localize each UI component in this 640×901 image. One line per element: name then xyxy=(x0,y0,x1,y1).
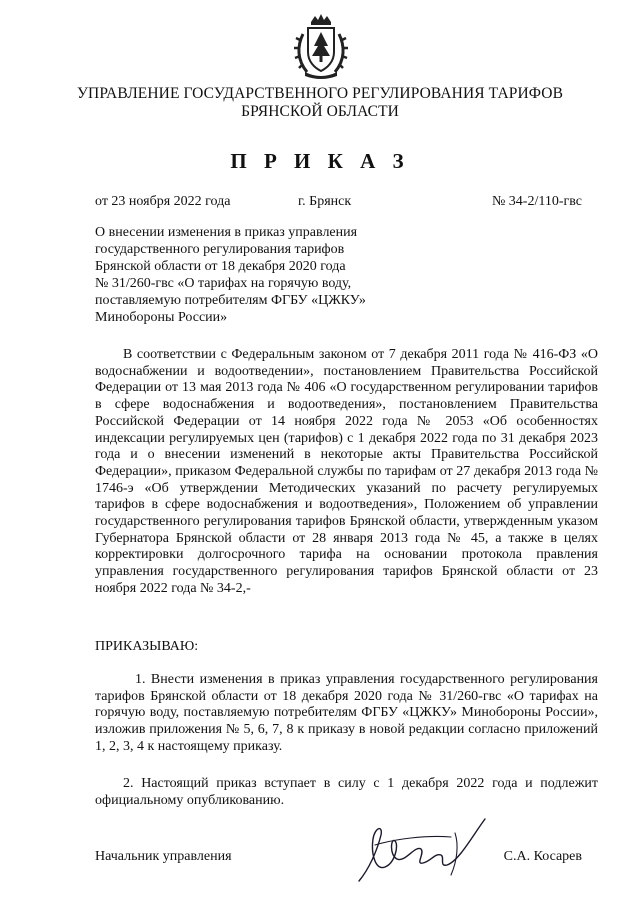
preamble-paragraph: В соответствии с Федеральным законом от 7 декабря 2011 года № 416-ФЗ «О водоснабжении и водоотведении», постановлением Правительства Российской Федерации от 13 мая 2013 года № 406 «О государственном регулировании тарифов в сфере водоснабжения и водоотведения», постановлением Правительства Российской Федерации от 14 ноября 2022 года № 2053 «Об особенностях индексации регулируемых цен (тарифов) с 1 декабря 2022 года по 31 декабря 2023 года и о внесении изменений в некоторые акты Правительства Российской Федерации», приказом Федеральной службы по тарифам от 27 декабря 2013 года № 1746-э «Об утверждении Методических указаний по расчету регулируемых тарифов в сфере водоснабжения и водоотведения», Положением об управлении государственного регулирования тарифов Брянской области, утвержденным указом Губернатора Брянской области от 28 января 2013 года № 45, а также в целях корректировки долгосрочного тарифа на основании протокола правления управления государственного регулирования тарифов Брянской области от 23 ноября 2022 года № 34-2,- xyxy=(95,347,598,596)
subject-line: № 31/260-гвс «О тарифах на горячую воду, xyxy=(95,276,352,291)
signatory-position: Начальник управления xyxy=(95,849,232,864)
document-date: от 23 ноября 2022 года xyxy=(95,194,231,209)
handwritten-signature-icon xyxy=(355,815,490,887)
document-city: г. Брянск xyxy=(298,194,352,209)
subject-line: Минобороны России» xyxy=(95,310,228,325)
signatory-name: С.А. Косарев xyxy=(503,849,582,864)
order-item-1: 1. Внести изменения в приказ управления государственного регулирования тарифов Брянской области от 18 декабря 2020 года № 31/260-гвс «О тарифах на горячую воду, поставляемую потребителям ФГБУ «ЦЖКУ» Минобороны России», изложив приложения № 5, 6, 7, 8 к приказу в новой редакции согласно приложений 1, 2, 3, 4 к настоящему приказу. xyxy=(95,672,598,754)
order-item-2: 2. Настоящий приказ вступает в силу с 1 декабря 2022 года и подлежит официальному опубликованию. xyxy=(95,776,598,808)
authority-name-line2: БРЯНСКОЙ ОБЛАСТИ xyxy=(241,103,399,120)
subject-line: поставляемую потребителям ФГБУ «ЦЖКУ» xyxy=(95,293,366,308)
document-subject xyxy=(95,224,415,326)
document-number: № 34-2/110-гвс xyxy=(491,194,582,209)
bryansk-region-coat-of-arms-icon xyxy=(293,12,349,80)
authority-name-line1: УПРАВЛЕНИЕ ГОСУДАРСТВЕННОГО РЕГУЛИРОВАНИЯ ТАРИФОВ xyxy=(76,85,564,102)
document-type-title: П Р И К А З xyxy=(230,149,410,173)
subject-line: государственного регулирования тарифов xyxy=(95,242,345,257)
subject-line: Брянской области от 18 декабря 2020 года xyxy=(95,259,346,274)
subject-line: О внесении изменения в приказ управления xyxy=(95,225,358,240)
order-keyword: ПРИКАЗЫВАЮ: xyxy=(95,639,199,654)
